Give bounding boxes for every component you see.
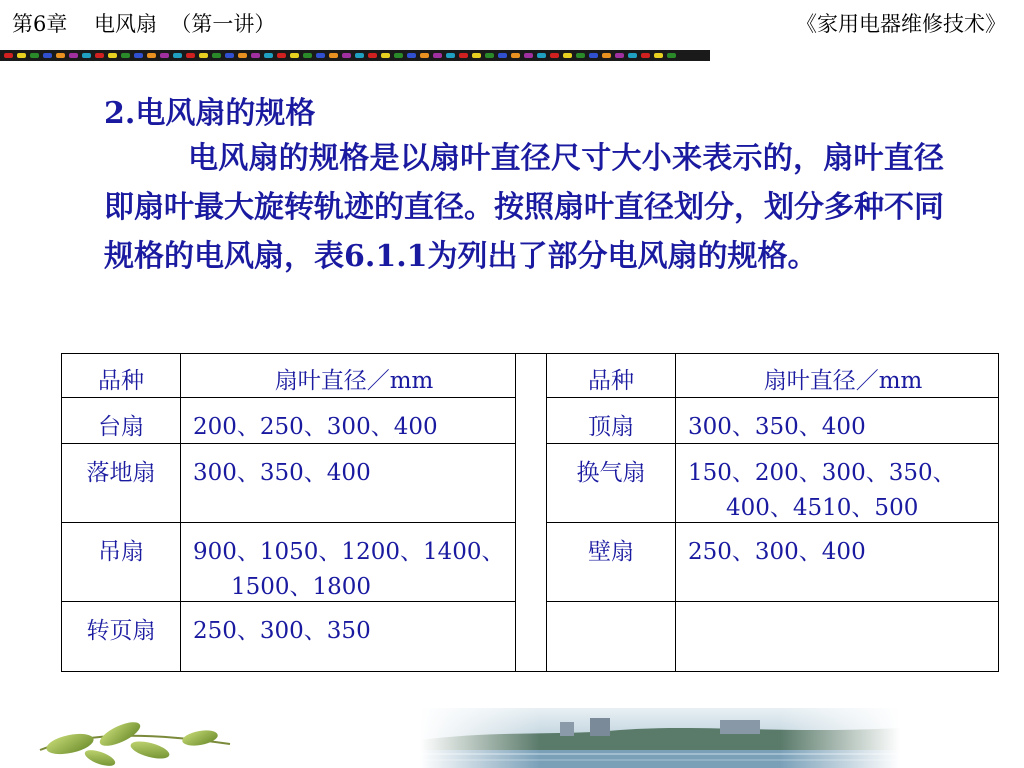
cell-type-right <box>547 602 676 672</box>
decor-dot <box>264 53 273 58</box>
cell-type-left: 台扇 <box>62 398 181 444</box>
decor-dot <box>4 53 13 58</box>
decor-dot <box>69 53 78 58</box>
header-type-left: 品种 <box>62 354 181 398</box>
decor-dot <box>602 53 611 58</box>
decor-dot <box>667 53 676 58</box>
cell-size-left: 900、1050、1200、1400、 1500、1800 <box>181 523 516 602</box>
decorative-dotted-bar <box>0 50 710 61</box>
cell-type-right: 壁扇 <box>547 523 676 602</box>
decor-dot <box>589 53 598 58</box>
chapter-title: 第6章 电风扇 （第一讲） <box>12 12 276 36</box>
decor-dot <box>641 53 650 58</box>
header-size-left: 扇叶直径／mm <box>181 354 516 398</box>
cell-size-right: 300、350、400 <box>676 398 999 444</box>
decor-dot <box>199 53 208 58</box>
fan-spec-table <box>61 353 999 672</box>
table-header-row <box>62 354 999 398</box>
decor-dot <box>407 53 416 58</box>
decor-dot <box>472 53 481 58</box>
cell-size-right <box>676 602 999 672</box>
book-title: 《家用电器维修技术》 <box>796 12 1006 36</box>
decor-dot <box>433 53 442 58</box>
decor-dot <box>121 53 130 58</box>
landscape-photo-strip <box>420 708 900 768</box>
cell-type-right: 顶扇 <box>547 398 676 444</box>
decor-dot <box>160 53 169 58</box>
cell-size-left: 250、300、350 <box>181 602 516 672</box>
header-type-right: 品种 <box>547 354 676 398</box>
decor-dot <box>329 53 338 58</box>
decor-dot <box>17 53 26 58</box>
decor-dot <box>134 53 143 58</box>
decor-dot <box>82 53 91 58</box>
decor-dot <box>108 53 117 58</box>
decor-dot <box>394 53 403 58</box>
decor-dot <box>212 53 221 58</box>
decor-dot <box>615 53 624 58</box>
decor-dot <box>381 53 390 58</box>
cell-type-left: 吊扇 <box>62 523 181 602</box>
header-size-right: 扇叶直径／mm <box>676 354 999 398</box>
decor-dot <box>147 53 156 58</box>
decor-dot <box>511 53 520 58</box>
section-heading: 2.电风扇的规格 <box>104 96 316 131</box>
decor-dot <box>524 53 533 58</box>
table-gap-column <box>516 354 547 672</box>
decor-dot <box>95 53 104 58</box>
decor-dot <box>303 53 312 58</box>
cell-type-left: 落地扇 <box>62 444 181 523</box>
decor-dot <box>56 53 65 58</box>
decor-dot <box>30 53 39 58</box>
decor-dot <box>251 53 260 58</box>
decor-dot <box>446 53 455 58</box>
leaf-sprig-image <box>40 717 230 768</box>
decor-dot <box>550 53 559 58</box>
decor-dot <box>238 53 247 58</box>
decor-dot <box>563 53 572 58</box>
decor-dot <box>485 53 494 58</box>
decor-dot <box>537 53 546 58</box>
cell-type-left: 转页扇 <box>62 602 181 672</box>
decor-dot <box>459 53 468 58</box>
decor-dot <box>368 53 377 58</box>
cell-size-right: 250、300、400 <box>676 523 999 602</box>
cell-size-left: 200、250、300、400 <box>181 398 516 444</box>
decor-dot <box>316 53 325 58</box>
decor-dot <box>186 53 195 58</box>
decor-dot <box>173 53 182 58</box>
decor-dot <box>43 53 52 58</box>
cell-type-right: 换气扇 <box>547 444 676 523</box>
decor-dot <box>355 53 364 58</box>
decor-dot <box>498 53 507 58</box>
cell-size-left: 300、350、400 <box>181 444 516 523</box>
decor-dot <box>225 53 234 58</box>
decor-dot <box>628 53 637 58</box>
decor-dot <box>654 53 663 58</box>
decor-dot <box>277 53 286 58</box>
cell-size-right: 150、200、300、350、 400、4510、500 <box>676 444 999 523</box>
decor-dot <box>342 53 351 58</box>
decor-dot <box>420 53 429 58</box>
bottom-decorative-banner <box>0 700 1024 768</box>
section-paragraph: 电风扇的规格是以扇叶直径尺寸大小来表示的，扇叶直径即扇叶最大旋转轨迹的直径。按照扇叶直径划分，划分多种不同规格的电风扇，表6.1.1为列出了部分电风扇的规格。 <box>104 141 944 274</box>
decor-dot <box>576 53 585 58</box>
decor-dot <box>290 53 299 58</box>
